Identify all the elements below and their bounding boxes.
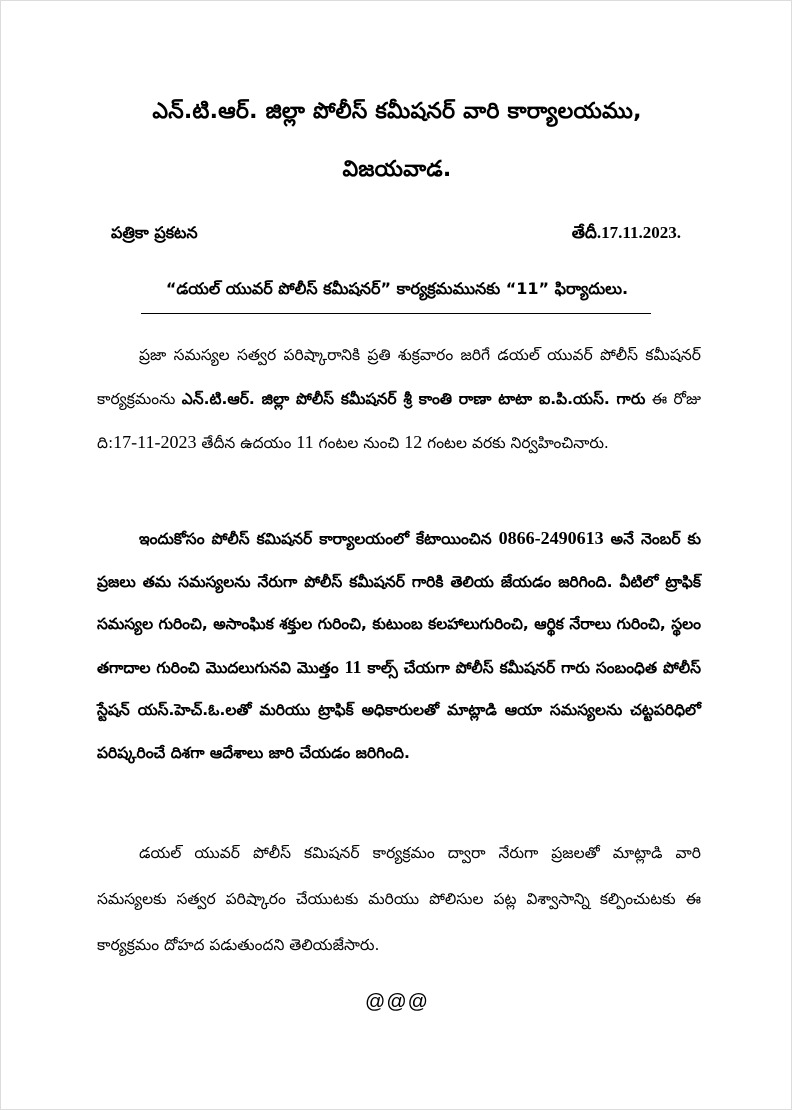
city-title: విజయవాడ. — [342, 157, 452, 182]
p1-text-f: గంటల వరకు నిర్వహించినారు. — [422, 434, 609, 452]
p1-text-e: గంటల నుంచి — [313, 434, 405, 452]
paragraph-3: డయల్ యువర్ పోలీస్ కమిషనర్ కార్యక్రమం ద్వారా నేరుగా ప్రజలతో మాట్లాడి వారి సమస్యలకు సత్వర పరిష్కారం చేయుటకు మరియు పోలిసుల పట్ల విశ్వాసాన్ని కల్పించుటకు ఈ కార్యక్రమం దోహద పడుతుందని తెలియజేసారు. — [97, 844, 701, 954]
p1-text-a: ప్రజా సమస్యల సత్వర పరిష్కారానికి ప్రతి శుక్రవారం జరిగే డయల్ యువర్ పోలీస్ కమీషనర్ కార్యక్రమంను — [97, 346, 701, 408]
commissioner-name: ఎన్.టి.ఆర్. జిల్లా పోలీస్ కమీషనర్ శ్రీ కాంతి రాణా టాటా ఐ.పి.యస్. గారు — [181, 389, 646, 408]
phone-number: 0866-2490613 — [498, 528, 604, 548]
event-date: 17-11-2023 — [113, 432, 197, 452]
paragraph-2 — [97, 517, 701, 774]
p1-text-c: ఈ రోజు ది: — [97, 389, 701, 452]
p2-text-a: ఇందుకోసం పోలీస్ కమిషనర్ కార్యాలయంలో కేటాయించిన — [139, 530, 499, 548]
p2-text-c: కాల్స్ చేయగా పోలీస్ కమీషనర్ గారు సంబంధిత పోలీస్ స్టేషన్ యస్.హెచ్.ఓ.లతో మరియు ట్రాఫిక్ అధికారులతో మాట్లాడి ఆయా సమస్యలను చట్టపరిధిలో పరిష్కరించే దిశగా ఆదేశాలు జారి చేయడం జరిగింది. — [97, 658, 702, 762]
document-date: తేదీ.17.11.2023. — [571, 223, 681, 242]
closing-mark: @@@ — [365, 991, 429, 1013]
document-type: పత్రికా ప్రకటన — [111, 223, 198, 242]
start-hour: 11 — [296, 432, 314, 452]
end-hour: 12 — [404, 432, 423, 452]
subject-underline — [141, 313, 651, 314]
p2-text-b: అనే నెంబర్ కు ప్రజలు తమ సమస్యలను నేరుగా పోలీస్ కమీషనర్ గారికి తెలియ జేయడం జరిగింది. వీటిలో ట్రాఫిక్ సమస్యల గురించి, అసాంఘిక శక్తుల గురించి, కుటుంబ కలహాలుగురించి, ఆర్థిక నేరాలు గురించి, స్థలం తగాదాల గురించి మొదలుగునవి మొత్తం — [97, 530, 701, 677]
subject-heading: “డయల్ యువర్ పోలీస్ కమీషనర్” కార్యక్రమమునకు “11” ఫిర్యాదులు. — [165, 279, 629, 298]
call-count: 11 — [344, 656, 362, 677]
paragraph-1 — [97, 334, 701, 466]
p1-text-d: తేదీన ఉదయం — [196, 434, 297, 452]
office-title: ఎన్.టి.ఆర్. జిల్లా పోలీస్ కమీషనర్ వారి కార్యాలయము, — [152, 99, 642, 124]
